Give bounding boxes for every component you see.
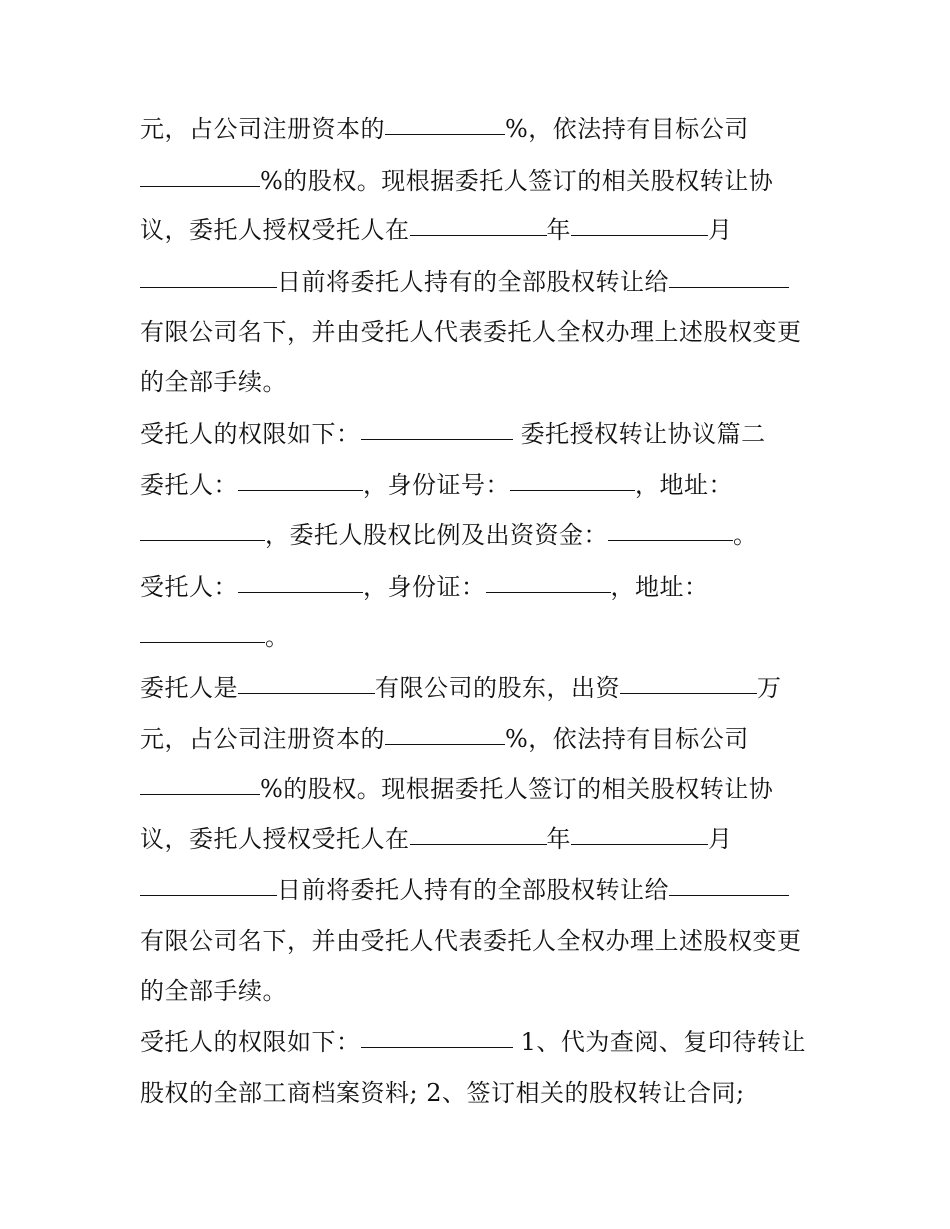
text-line <box>140 164 773 198</box>
text-segment: 月 <box>708 216 733 244</box>
blank-field[interactable] <box>238 671 375 694</box>
text-segment: 。 <box>265 623 290 651</box>
text-segment: %的股权。现根据委托人签订的相关股权转让协 <box>260 775 774 803</box>
blank-field[interactable] <box>140 620 265 643</box>
text-segment: 的全部手续。 <box>140 977 287 1005</box>
text-segment: 受托人的权限如下： <box>140 420 361 448</box>
blank-field[interactable] <box>510 468 635 491</box>
text-segment: 年 <box>546 216 571 244</box>
text-segment: ，地址： <box>610 573 709 601</box>
text-line <box>140 924 802 958</box>
text-segment: 委托人： <box>140 471 238 499</box>
text-segment: 委托授权转让协议篇二 <box>512 420 766 448</box>
blank-field[interactable] <box>608 518 733 541</box>
text-line <box>140 671 782 705</box>
text-line <box>140 974 287 1008</box>
text-line <box>140 620 290 654</box>
blank-field[interactable] <box>238 468 363 491</box>
text-line <box>140 722 749 756</box>
text-segment: ，地址： <box>635 471 733 499</box>
text-segment: 议，委托人授权受托人在 <box>140 216 410 244</box>
blank-field[interactable] <box>238 570 363 593</box>
text-segment: 受托人： <box>140 573 238 601</box>
text-line <box>140 213 733 247</box>
blank-field[interactable] <box>140 265 277 288</box>
text-segment: 年 <box>546 825 571 853</box>
text-line <box>140 365 287 399</box>
blank-field[interactable] <box>140 772 260 795</box>
text-segment: %，依法持有目标公司 <box>505 115 749 143</box>
text-segment: 。 <box>733 521 758 549</box>
text-line <box>140 1025 806 1059</box>
blank-field[interactable] <box>140 518 265 541</box>
blank-field[interactable] <box>361 417 513 440</box>
text-segment: 受托人的权限如下： <box>140 1028 361 1056</box>
text-segment: 有限公司名下，并由受托人代表委托人全权办理上述股权变更 <box>140 927 802 955</box>
blank-field[interactable] <box>669 265 789 288</box>
text-segment: %的股权。现根据委托人签订的相关股权转让协 <box>260 167 774 195</box>
text-segment: 元，占公司注册资本的 <box>140 725 385 753</box>
blank-field[interactable] <box>385 112 505 135</box>
blank-field[interactable] <box>410 213 547 236</box>
text-segment: ，身份证号： <box>363 471 510 499</box>
text-line <box>140 518 758 552</box>
blank-field[interactable] <box>571 213 708 236</box>
blank-field[interactable] <box>571 822 708 845</box>
blank-field[interactable] <box>486 570 611 593</box>
text-segment: ，委托人股权比例及出资资金： <box>265 521 608 549</box>
text-line <box>140 468 733 502</box>
text-segment: 1、代为查阅、复印待转让 <box>512 1028 806 1056</box>
text-segment: 的全部手续。 <box>140 368 287 396</box>
text-segment: 股权的全部工商档案资料; 2、签订相关的股权转让合同; <box>140 1079 745 1107</box>
text-segment: 日前将委托人持有的全部股权转让给 <box>277 876 669 904</box>
text-segment: ，身份证： <box>363 573 486 601</box>
blank-field[interactable] <box>361 1025 513 1048</box>
text-segment: 日前将委托人持有的全部股权转让给 <box>277 268 669 296</box>
text-line <box>140 570 709 604</box>
blank-field[interactable] <box>140 164 260 187</box>
text-line <box>140 315 802 349</box>
text-segment: 议，委托人授权受托人在 <box>140 825 410 853</box>
text-segment: %，依法持有目标公司 <box>505 725 749 753</box>
text-line <box>140 417 766 451</box>
text-segment: 有限公司名下，并由受托人代表委托人全权办理上述股权变更 <box>140 318 802 346</box>
blank-field[interactable] <box>669 873 789 896</box>
text-line <box>140 265 789 299</box>
text-segment: 有限公司的股东，出资 <box>375 674 620 702</box>
text-line <box>140 112 749 146</box>
blank-field[interactable] <box>410 822 547 845</box>
text-segment: 万 <box>757 674 782 702</box>
text-line <box>140 873 789 907</box>
text-segment: 月 <box>708 825 733 853</box>
blank-field[interactable] <box>140 873 277 896</box>
blank-field[interactable] <box>620 671 757 694</box>
text-line <box>140 772 773 806</box>
text-segment: 委托人是 <box>140 674 238 702</box>
text-segment: 元，占公司注册资本的 <box>140 115 385 143</box>
text-line <box>140 822 733 856</box>
blank-field[interactable] <box>385 722 505 745</box>
text-line <box>140 1076 745 1110</box>
